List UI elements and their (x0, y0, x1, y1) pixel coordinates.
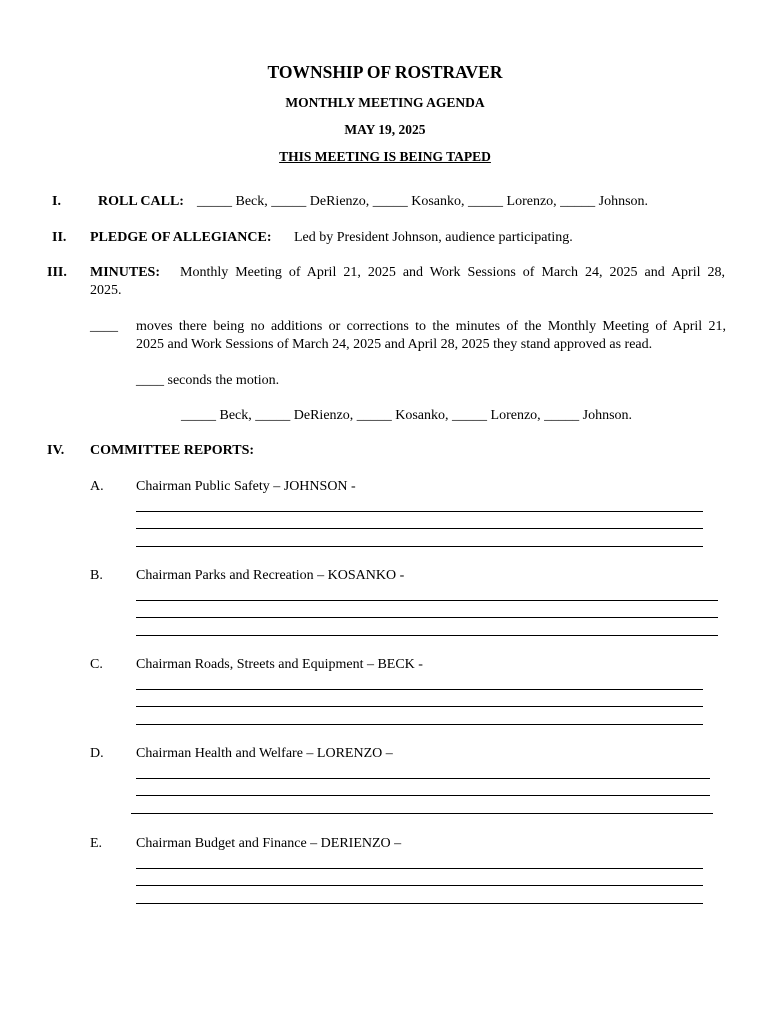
report-line (136, 903, 703, 904)
motion-second: ____ seconds the motion. (136, 373, 280, 388)
report-line (136, 778, 710, 779)
report-line (136, 528, 703, 529)
committee-letter-e: E. (90, 836, 103, 851)
report-line (136, 795, 710, 796)
motion-vote: _____ Beck, _____ DeRienzo, _____ Kosanko, _____ Lorenzo, _____ Johnson. (181, 408, 633, 423)
committee-title-a: Chairman Public Safety – JOHNSON - (136, 479, 356, 494)
committee-title-b: Chairman Parks and Recreation – KOSANKO - (136, 568, 405, 583)
report-line (136, 617, 718, 618)
motion-blank: ____ (90, 319, 118, 334)
motion-text-line1: moves there being no additions or corrections to the minutes of the Monthly Meeting of April 21, (136, 319, 726, 334)
pledge-text: Led by President Johnson, audience participating. (294, 230, 573, 245)
section-numeral-pledge: II. (52, 230, 67, 245)
committee-reports-label: COMMITTEE REPORTS: (90, 443, 255, 458)
report-line (136, 706, 703, 707)
committee-title-d: Chairman Health and Welfare – LORENZO – (136, 746, 393, 761)
document-subtitle: MONTHLY MEETING AGENDA (285, 95, 485, 110)
motion-text-line2: 2025 and Work Sessions of March 24, 2025 and April 28, 2025 they stand approved as read. (136, 337, 653, 352)
report-line (136, 724, 703, 725)
report-line (136, 635, 718, 636)
report-line (136, 600, 718, 601)
committee-letter-d: D. (90, 746, 104, 761)
committee-title-e: Chairman Budget and Finance – DERIENZO – (136, 836, 402, 851)
minutes-label: MINUTES: (90, 265, 161, 280)
committee-letter-b: B. (90, 568, 103, 583)
section-numeral-minutes: III. (47, 265, 67, 280)
minutes-text-line1: Monthly Meeting of April 21, 2025 and Work Sessions of March 24, 2025 and April 28, (180, 265, 725, 280)
report-line (136, 885, 703, 886)
report-line (136, 868, 703, 869)
roll-call-text: _____ Beck, _____ DeRienzo, _____ Kosanko, _____ Lorenzo, _____ Johnson. (197, 194, 649, 209)
section-numeral-committee: IV. (47, 443, 65, 458)
taping-notice: THIS MEETING IS BEING TAPED (279, 149, 491, 164)
pledge-label: PLEDGE OF ALLEGIANCE: (90, 230, 272, 245)
report-line (131, 813, 713, 814)
committee-title-c: Chairman Roads, Streets and Equipment – BECK - (136, 657, 423, 672)
section-numeral-roll-call: I. (52, 194, 61, 209)
committee-letter-c: C. (90, 657, 103, 672)
roll-call-label: ROLL CALL: (98, 194, 184, 209)
report-line (136, 511, 703, 512)
meeting-date: MAY 19, 2025 (344, 122, 426, 137)
report-line (136, 689, 703, 690)
committee-letter-a: A. (90, 479, 104, 494)
minutes-text-line2: 2025. (90, 283, 122, 298)
document-title: TOWNSHIP OF ROSTRAVER (267, 62, 503, 82)
report-line (136, 546, 703, 547)
